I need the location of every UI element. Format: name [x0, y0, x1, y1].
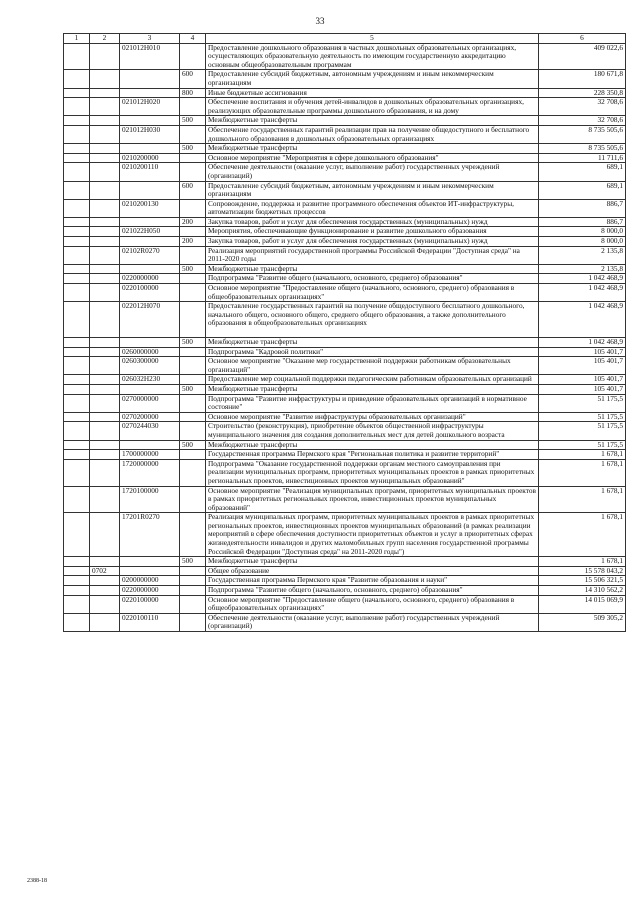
amount-cell: 1 678,1	[539, 513, 626, 557]
target-article-cell: 0200000000	[120, 576, 180, 586]
amount-cell: 105 401,7	[539, 384, 626, 394]
target-article-cell: 021012Н030	[120, 125, 180, 143]
target-article-cell: 0210200130	[120, 199, 180, 217]
target-article-cell	[120, 338, 180, 348]
expense-type-cell: 500	[180, 557, 206, 567]
target-article-cell: 0220100110	[120, 613, 180, 631]
section-code-cell	[90, 595, 120, 613]
table-row	[64, 284, 626, 302]
section-code-cell	[90, 440, 120, 450]
expense-type-cell	[180, 566, 206, 576]
amount-cell: 14 015 069,9	[539, 595, 626, 613]
budget-table	[63, 33, 626, 632]
section-code-cell	[90, 450, 120, 460]
section-code-cell	[90, 486, 120, 513]
table-row	[64, 237, 626, 247]
amount-cell: 51 175,5	[539, 440, 626, 450]
amount-cell: 105 401,7	[539, 347, 626, 357]
target-article-cell: 1700000000	[120, 450, 180, 460]
amount-cell: 32 708,6	[539, 98, 626, 116]
expense-type-cell	[180, 163, 206, 181]
description-cell: Подпрограмма "Развитие общего (начального, основного, среднего) образования"	[206, 586, 539, 596]
col-1-cell	[64, 163, 90, 181]
col-1-cell	[64, 217, 90, 227]
section-code-cell	[90, 357, 120, 375]
header-col-6: 6	[539, 34, 626, 44]
target-article-cell	[120, 144, 180, 154]
col-1-cell	[64, 264, 90, 274]
col-1-cell	[64, 412, 90, 422]
description-cell: Реализация мероприятий государственной программы Российской Федерации "Доступная среда" на 2011-2020 годы	[206, 246, 539, 264]
target-article-cell: 0260000000	[120, 347, 180, 357]
section-code-cell	[90, 264, 120, 274]
table-row	[64, 557, 626, 567]
section-code-cell	[90, 88, 120, 98]
table-row	[64, 347, 626, 357]
page-number: 33	[315, 16, 325, 26]
amount-cell: 105 401,7	[539, 357, 626, 375]
expense-type-cell	[180, 412, 206, 422]
description-cell: Предоставление дошкольного образования в частных дошкольных образовательных организациях, осуществляющих образовательную деятельность по имеющим государственную аккредитацию основным общеобразовательным программам	[206, 43, 539, 70]
col-1-cell	[64, 144, 90, 154]
description-cell: Подпрограмма "Оказание государственной поддержки органам местного самоуправления при реализации муниципальных программ, приоритетных муниципальных проектов в рамках приоритетных региональных проектов, инвестиционных проектов муниципальных образований"	[206, 459, 539, 486]
section-code-cell	[90, 302, 120, 338]
section-code-cell	[90, 459, 120, 486]
section-code-cell	[90, 412, 120, 422]
table-row	[64, 422, 626, 440]
expense-type-cell	[180, 422, 206, 440]
section-code-cell	[90, 70, 120, 88]
col-1-cell	[64, 595, 90, 613]
table-row	[64, 70, 626, 88]
expense-type-cell	[180, 153, 206, 163]
expense-type-cell: 500	[180, 144, 206, 154]
expense-type-cell: 600	[180, 70, 206, 88]
amount-cell: 51 175,5	[539, 422, 626, 440]
target-article-cell: 1720000000	[120, 459, 180, 486]
description-cell: Межбюджетные трансферты	[206, 440, 539, 450]
description-cell: Мероприятия, обеспечивающие функционирование и развитие дошкольного образования	[206, 227, 539, 237]
expense-type-cell: 200	[180, 217, 206, 227]
expense-type-cell	[180, 284, 206, 302]
section-code-cell	[90, 217, 120, 227]
section-code-cell	[90, 422, 120, 440]
description-cell: Основное мероприятие "Оказание мер государственной поддержки работникам образовательных организаций"	[206, 357, 539, 375]
section-code-cell	[90, 394, 120, 412]
budget-table-body	[64, 34, 626, 632]
description-cell: Обеспечение воспитания и обучения детей-инвалидов в дошкольных образовательных организациях, реализующих образовательные программы дошкольного образования, и на дому	[206, 98, 539, 116]
amount-cell: 1 042 468,9	[539, 338, 626, 348]
table-row	[64, 153, 626, 163]
description-cell: Межбюджетные трансферты	[206, 144, 539, 154]
target-article-cell: 0220000000	[120, 274, 180, 284]
section-code-cell	[90, 347, 120, 357]
amount-cell: 8 735 505,6	[539, 144, 626, 154]
col-1-cell	[64, 557, 90, 567]
target-article-cell: 1720100000	[120, 486, 180, 513]
description-cell: Межбюджетные трансферты	[206, 384, 539, 394]
amount-cell: 32 708,6	[539, 116, 626, 126]
col-1-cell	[64, 153, 90, 163]
table-row	[64, 586, 626, 596]
amount-cell: 409 022,6	[539, 43, 626, 70]
section-code-cell	[90, 557, 120, 567]
table-row	[64, 98, 626, 116]
header-col-4: 4	[180, 34, 206, 44]
amount-cell: 51 175,5	[539, 412, 626, 422]
description-cell: Предоставление субсидий бюджетным, автономным учреждениям и иным некоммерческим организациям	[206, 70, 539, 88]
table-row	[64, 43, 626, 70]
description-cell: Предоставление мер социальной поддержки педагогическим работникам образовательных организаций	[206, 375, 539, 385]
description-cell: Сопровождение, поддержка и развитие программного обеспечения объектов ИТ-инфраструктуры, автоматизации бюджетных процессов	[206, 199, 539, 217]
col-1-cell	[64, 486, 90, 513]
expense-type-cell	[180, 613, 206, 631]
amount-cell: 105 401,7	[539, 375, 626, 385]
expense-type-cell	[180, 246, 206, 264]
table-row	[64, 264, 626, 274]
section-code-cell	[90, 43, 120, 70]
description-cell: Строительство (реконструкция), приобретение объектов общественной инфраструктуры муниципального значения для создания дополнительных мест для детей дошкольного возраста	[206, 422, 539, 440]
amount-cell: 51 175,5	[539, 394, 626, 412]
target-article-cell	[120, 384, 180, 394]
table-row	[64, 375, 626, 385]
table-row	[64, 384, 626, 394]
target-article-cell: 021022Н050	[120, 227, 180, 237]
description-cell: Закупка товаров, работ и услуг для обеспечения государственных (муниципальных) нужд	[206, 217, 539, 227]
col-1-cell	[64, 125, 90, 143]
target-article-cell: 0270200000	[120, 412, 180, 422]
expense-type-cell	[180, 576, 206, 586]
expense-type-cell	[180, 199, 206, 217]
target-article-cell	[120, 264, 180, 274]
table-row	[64, 595, 626, 613]
description-cell: Подпрограмма "Кадровой политики"	[206, 347, 539, 357]
table-row	[64, 199, 626, 217]
header-col-1: 1	[64, 34, 90, 44]
amount-cell: 2 135,8	[539, 264, 626, 274]
amount-cell: 1 042 468,9	[539, 284, 626, 302]
description-cell: Реализация муниципальных программ, приоритетных муниципальных проектов в рамках приоритетных региональных проектов, инвестиционных проектов муниципальных образований (в рамках реализации мероприятий в сфере обеспечения доступности приоритетных объектов и услуг в приоритетных сферах жизнедеятельности инвалидов и других маломобильных групп населения государственной программы Российской Федерации "Доступная среда" на 2011-2020 годы")	[206, 513, 539, 557]
amount-cell: 11 711,6	[539, 153, 626, 163]
expense-type-cell	[180, 375, 206, 385]
expense-type-cell: 500	[180, 384, 206, 394]
col-1-cell	[64, 338, 90, 348]
expense-type-cell	[180, 98, 206, 116]
description-cell: Межбюджетные трансферты	[206, 264, 539, 274]
target-article-cell	[120, 88, 180, 98]
table-row	[64, 302, 626, 338]
col-1-cell	[64, 98, 90, 116]
target-article-cell	[120, 566, 180, 576]
header-col-3: 3	[120, 34, 180, 44]
description-cell: Предоставление субсидий бюджетным, автономным учреждениям и иным некоммерческим организациям	[206, 181, 539, 199]
expense-type-cell	[180, 595, 206, 613]
footer-code: 2388-18	[27, 878, 47, 884]
table-row	[64, 394, 626, 412]
col-1-cell	[64, 375, 90, 385]
section-code-cell	[90, 513, 120, 557]
description-cell: Обеспечение деятельности (оказание услуг, выполнение работ) государственных учреждений (организаций)	[206, 613, 539, 631]
target-article-cell: 0220100000	[120, 284, 180, 302]
col-1-cell	[64, 586, 90, 596]
description-cell: Обеспечение государственных гарантий реализации прав на получение общедоступного и бесплатного дошкольного образования в дошкольных образовательных организациях	[206, 125, 539, 143]
description-cell: Межбюджетные трансферты	[206, 116, 539, 126]
section-code-cell	[90, 284, 120, 302]
target-article-cell	[120, 181, 180, 199]
expense-type-cell: 500	[180, 338, 206, 348]
expense-type-cell: 500	[180, 116, 206, 126]
section-code-cell	[90, 98, 120, 116]
section-code-cell	[90, 181, 120, 199]
col-1-cell	[64, 576, 90, 586]
table-row	[64, 125, 626, 143]
description-cell: Межбюджетные трансферты	[206, 557, 539, 567]
section-code-cell	[90, 153, 120, 163]
description-cell: Иные бюджетные ассигнования	[206, 88, 539, 98]
target-article-cell: 0220100000	[120, 595, 180, 613]
section-code-cell	[90, 163, 120, 181]
description-cell: Основное мероприятие "Развитие инфраструктуры образовательных организаций"	[206, 412, 539, 422]
section-code-cell	[90, 338, 120, 348]
description-cell: Обеспечение деятельности (оказание услуг, выполнение работ) государственных учреждений (организаций)	[206, 163, 539, 181]
col-1-cell	[64, 422, 90, 440]
col-1-cell	[64, 116, 90, 126]
amount-cell: 8 000,0	[539, 237, 626, 247]
expense-type-cell: 500	[180, 440, 206, 450]
col-1-cell	[64, 227, 90, 237]
description-cell: Основное мероприятие "Мероприятия в сфере дошкольного образования"	[206, 153, 539, 163]
expense-type-cell: 800	[180, 88, 206, 98]
col-1-cell	[64, 459, 90, 486]
table-row	[64, 246, 626, 264]
amount-cell: 14 310 562,2	[539, 586, 626, 596]
amount-cell: 1 678,1	[539, 557, 626, 567]
description-cell: Общее образование	[206, 566, 539, 576]
target-article-cell: 0270244030	[120, 422, 180, 440]
col-1-cell	[64, 513, 90, 557]
target-article-cell: 021012Н020	[120, 98, 180, 116]
col-1-cell	[64, 357, 90, 375]
section-code-cell	[90, 576, 120, 586]
target-article-cell	[120, 557, 180, 567]
expense-type-cell	[180, 486, 206, 513]
amount-cell: 180 671,8	[539, 70, 626, 88]
header-row	[64, 34, 626, 44]
expense-type-cell	[180, 227, 206, 237]
col-1-cell	[64, 43, 90, 70]
expense-type-cell	[180, 347, 206, 357]
col-1-cell	[64, 384, 90, 394]
target-article-cell: 0270000000	[120, 394, 180, 412]
target-article-cell: 0220000000	[120, 586, 180, 596]
table-row	[64, 217, 626, 227]
expense-type-cell	[180, 125, 206, 143]
table-row	[64, 227, 626, 237]
col-1-cell	[64, 199, 90, 217]
target-article-cell	[120, 116, 180, 126]
table-row	[64, 566, 626, 576]
amount-cell: 1 678,1	[539, 459, 626, 486]
expense-type-cell	[180, 450, 206, 460]
section-code-cell	[90, 237, 120, 247]
amount-cell: 8 735 505,6	[539, 125, 626, 143]
description-cell: Межбюджетные трансферты	[206, 338, 539, 348]
target-article-cell	[120, 217, 180, 227]
amount-cell: 1 678,1	[539, 486, 626, 513]
section-code-cell	[90, 227, 120, 237]
amount-cell: 689,1	[539, 163, 626, 181]
description-cell: Предоставление государственных гарантий на получение общедоступного бесплатного дошкольного, начального общего, основного общего, среднего общего образования, а также дополнительного образования в общеобразовательных организациях	[206, 302, 539, 338]
target-article-cell	[120, 237, 180, 247]
col-1-cell	[64, 347, 90, 357]
amount-cell: 689,1	[539, 181, 626, 199]
col-1-cell	[64, 88, 90, 98]
section-code-cell	[90, 144, 120, 154]
description-cell: Основное мероприятие "Предоставление общего (начального, основного, среднего) образования в общеобразовательных организациях"	[206, 284, 539, 302]
col-1-cell	[64, 440, 90, 450]
table-row	[64, 450, 626, 460]
amount-cell: 228 350,8	[539, 88, 626, 98]
target-article-cell: 0210200110	[120, 163, 180, 181]
target-article-cell: 0260300000	[120, 357, 180, 375]
target-article-cell: 0210200000	[120, 153, 180, 163]
col-1-cell	[64, 274, 90, 284]
table-row	[64, 513, 626, 557]
header-col-2: 2	[90, 34, 120, 44]
table-row	[64, 440, 626, 450]
amount-cell: 15 506 321,5	[539, 576, 626, 586]
section-code-cell	[90, 384, 120, 394]
expense-type-cell: 200	[180, 237, 206, 247]
description-cell: Подпрограмма "Развитие инфраструктуры и приведение образовательных организаций в нормативное состояние"	[206, 394, 539, 412]
amount-cell: 15 578 043,2	[539, 566, 626, 576]
table-row	[64, 486, 626, 513]
amount-cell: 509 305,2	[539, 613, 626, 631]
col-1-cell	[64, 70, 90, 88]
expense-type-cell	[180, 459, 206, 486]
target-article-cell: 021012Н010	[120, 43, 180, 70]
table-row	[64, 116, 626, 126]
table-row	[64, 144, 626, 154]
section-code-cell	[90, 274, 120, 284]
table-row	[64, 357, 626, 375]
expense-type-cell	[180, 302, 206, 338]
table-row	[64, 88, 626, 98]
table-row	[64, 163, 626, 181]
amount-cell: 8 000,0	[539, 227, 626, 237]
section-code-cell	[90, 125, 120, 143]
description-cell: Основное мероприятие "Предоставление общего (начального, основного, среднего) образования в общеобразовательных организациях"	[206, 595, 539, 613]
section-code-cell	[90, 199, 120, 217]
col-1-cell	[64, 237, 90, 247]
expense-type-cell	[180, 43, 206, 70]
col-1-cell	[64, 181, 90, 199]
section-code-cell	[90, 613, 120, 631]
amount-cell: 1 678,1	[539, 450, 626, 460]
expense-type-cell	[180, 357, 206, 375]
col-1-cell	[64, 302, 90, 338]
target-article-cell: 022012Н070	[120, 302, 180, 338]
target-article-cell: 026032Н230	[120, 375, 180, 385]
expense-type-cell: 500	[180, 264, 206, 274]
header-col-5: 5	[206, 34, 539, 44]
target-article-cell: 02102R0270	[120, 246, 180, 264]
amount-cell: 1 042 468,9	[539, 302, 626, 338]
amount-cell: 886,7	[539, 199, 626, 217]
table-row	[64, 181, 626, 199]
amount-cell: 886,7	[539, 217, 626, 227]
expense-type-cell	[180, 274, 206, 284]
expense-type-cell	[180, 513, 206, 557]
expense-type-cell: 600	[180, 181, 206, 199]
description-cell: Основное мероприятие "Реализация муниципальных программ, приоритетных муниципальных проектов в рамках приоритетных региональных проектов, инвестиционных проектов муниципальных образований"	[206, 486, 539, 513]
target-article-cell	[120, 440, 180, 450]
table-row	[64, 412, 626, 422]
amount-cell: 1 042 468,9	[539, 274, 626, 284]
target-article-cell: 17201R0270	[120, 513, 180, 557]
amount-cell: 2 135,8	[539, 246, 626, 264]
section-code-cell: 0702	[90, 566, 120, 576]
col-1-cell	[64, 284, 90, 302]
col-1-cell	[64, 394, 90, 412]
description-cell: Государственная программа Пермского края "Развитие образования и науки"	[206, 576, 539, 586]
table-row	[64, 613, 626, 631]
description-cell: Государственная программа Пермского края "Региональная политика и развитие территорий"	[206, 450, 539, 460]
description-cell: Закупка товаров, работ и услуг для обеспечения государственных (муниципальных) нужд	[206, 237, 539, 247]
col-1-cell	[64, 566, 90, 576]
section-code-cell	[90, 586, 120, 596]
section-code-cell	[90, 246, 120, 264]
section-code-cell	[90, 375, 120, 385]
table-row	[64, 274, 626, 284]
col-1-cell	[64, 450, 90, 460]
expense-type-cell	[180, 394, 206, 412]
table-row	[64, 338, 626, 348]
table-row	[64, 576, 626, 586]
section-code-cell	[90, 116, 120, 126]
col-1-cell	[64, 613, 90, 631]
col-1-cell	[64, 246, 90, 264]
target-article-cell	[120, 70, 180, 88]
expense-type-cell	[180, 586, 206, 596]
table-row	[64, 459, 626, 486]
description-cell: Подпрограмма "Развитие общего (начального, основного, среднего) образования"	[206, 274, 539, 284]
